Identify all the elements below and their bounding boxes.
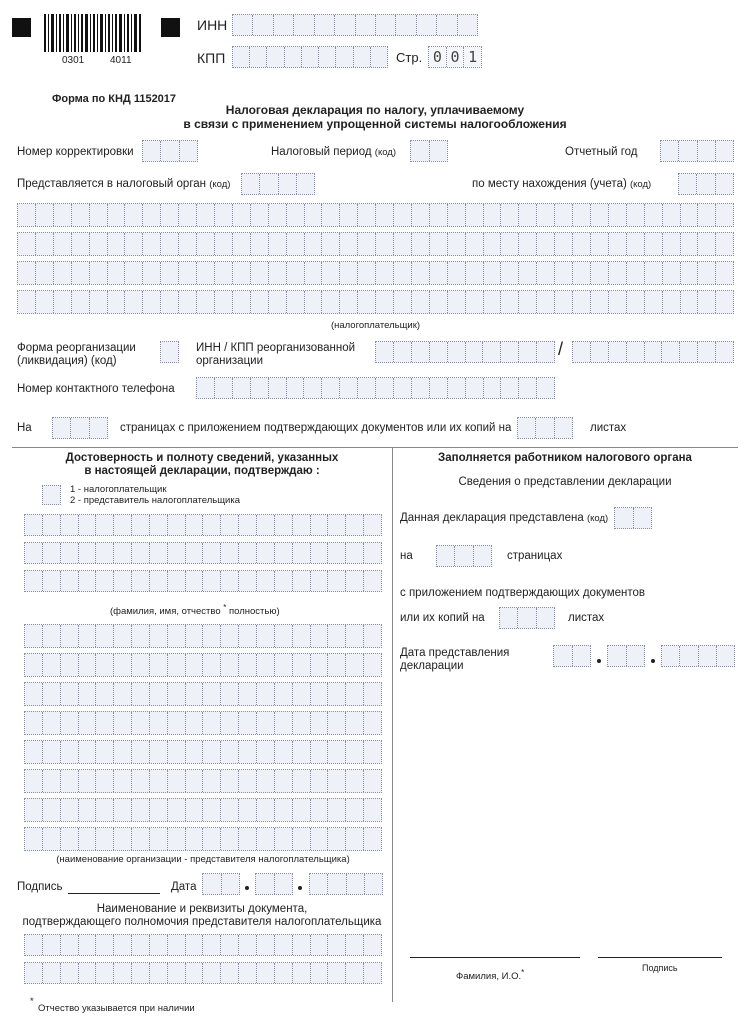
report-year-field[interactable] — [660, 140, 734, 162]
doc-row-2[interactable] — [24, 962, 382, 984]
correction-field[interactable] — [142, 140, 198, 162]
tax-authority-label — [17, 178, 230, 190]
tax-period-code: (код) — [374, 147, 396, 158]
org-row-4[interactable] — [24, 711, 382, 735]
doc-row-1[interactable] — [24, 934, 382, 956]
signature-line[interactable] — [68, 893, 160, 894]
fio-caption-tail: полностью) — [228, 606, 280, 618]
fio-row-1[interactable] — [24, 514, 382, 536]
fio-caption — [110, 603, 280, 617]
doc-title-1: Наименование и реквизиты документа, — [96, 903, 308, 915]
date-submitted-day[interactable] — [553, 645, 591, 667]
taxpayer-caption: (налогоплательщик) — [330, 320, 421, 331]
pages-text: страницах с приложением подтверждающих документов или их копий на — [120, 422, 512, 434]
reorg-inn-label-1: ИНН / КПП реорганизованной — [196, 342, 356, 354]
fio-line[interactable] — [410, 957, 580, 958]
date-submitted-label-2: декларации — [400, 660, 464, 672]
authority-signature-label: Подпись — [642, 963, 678, 973]
date-submitted-month[interactable] — [607, 645, 645, 667]
authority-title: Заполняется работником налогового органа — [438, 452, 692, 464]
org-caption: (наименование организации - представителя налогоплательщика) — [56, 854, 350, 865]
authority-subtitle: Сведения о представлении декларации — [458, 476, 672, 488]
signer-option-2: 2 - представитель налогоплательщика — [70, 495, 240, 506]
authority-pages-field[interactable] — [436, 545, 492, 567]
pages-count-field[interactable] — [52, 417, 108, 439]
org-row-1[interactable] — [24, 624, 382, 648]
tax-authority-code: (код) — [209, 179, 231, 190]
column-divider — [392, 447, 393, 1002]
tax-authority-field[interactable] — [241, 173, 315, 195]
taxpayer-row-3[interactable] — [17, 261, 734, 285]
submitted-code: (код) — [586, 513, 609, 524]
on-label: На — [17, 422, 32, 434]
sign-date-month[interactable] — [255, 873, 293, 895]
barcode-number-right: 4011 — [110, 55, 132, 66]
fio-label — [456, 968, 524, 982]
reorg-form-field[interactable] — [160, 341, 179, 363]
barcode — [44, 14, 144, 54]
reorg-inn-label-2: организации — [196, 355, 264, 367]
with-docs-label: с приложением подтверждающих документов — [400, 587, 646, 599]
location-label — [472, 178, 651, 190]
inn-field[interactable] — [232, 14, 478, 36]
location-code: (код) — [630, 179, 652, 190]
signature-label: Подпись — [17, 881, 63, 893]
fio-star: * — [521, 968, 525, 977]
pages-label: страницах — [507, 550, 563, 562]
taxpayer-row-1[interactable] — [17, 203, 734, 227]
tax-period-label — [271, 146, 396, 158]
fio-caption-text: (фамилия, имя, отчество — [110, 606, 221, 618]
signer-option-1: 1 - налогоплательщик — [70, 484, 167, 495]
sign-date-year[interactable] — [309, 873, 383, 895]
form-knd: Форма по КНД 1152017 — [52, 93, 177, 105]
taxpayer-row-2[interactable] — [17, 232, 734, 256]
tax-authority-text: Представляется в налоговый орган — [17, 178, 207, 190]
date-submitted-label-1: Дата представления — [400, 647, 510, 659]
fio-text: Фамилия, И.О. — [456, 971, 522, 983]
form-title-line1: Налоговая декларация по налогу, уплачиваемому — [225, 103, 525, 117]
date-submitted-year[interactable] — [661, 645, 735, 667]
alignment-marker-left — [12, 18, 31, 37]
tax-period-field[interactable] — [410, 140, 448, 162]
page-label: Стр. — [396, 50, 423, 65]
alignment-marker-right — [161, 18, 180, 37]
tax-period-text: Налоговый период — [271, 146, 372, 158]
page-number-field[interactable]: 0 0 1 — [428, 46, 482, 68]
date-label: Дата — [171, 881, 197, 893]
org-row-2[interactable] — [24, 653, 382, 677]
reorg-slash: / — [558, 339, 564, 359]
reorg-inn-field[interactable] — [375, 341, 555, 363]
footnote-star: * — [30, 996, 34, 1007]
sign-date-day[interactable] — [202, 873, 240, 895]
submitted-text: Данная декларация представлена — [400, 512, 584, 524]
barcode-number-left: 0301 — [62, 55, 85, 66]
org-row-7[interactable] — [24, 798, 382, 822]
taxpayer-row-4[interactable] — [17, 290, 734, 314]
sheets-label: листах — [590, 422, 627, 434]
location-text: по месту нахождения (учета) — [472, 178, 627, 190]
kpp-label: КПП — [197, 50, 226, 66]
on-pages-label: на — [400, 550, 413, 562]
doc-title-2: подтверждающего полномочия представителя налогоплательщика — [22, 916, 382, 928]
date-separator — [597, 659, 601, 663]
signer-type-field[interactable] — [42, 485, 61, 505]
sheets-count-field[interactable] — [517, 417, 573, 439]
org-row-8[interactable] — [24, 827, 382, 851]
org-row-3[interactable] — [24, 682, 382, 706]
footnote: Отчество указывается при наличии — [38, 1003, 195, 1014]
org-name-grid[interactable] — [24, 624, 382, 852]
fio-row-3[interactable] — [24, 570, 382, 592]
location-field[interactable] — [678, 173, 734, 195]
fio-row-2[interactable] — [24, 542, 382, 564]
date-separator — [298, 886, 302, 890]
kpp-field[interactable] — [232, 46, 388, 68]
reorg-form-label-2: (ликвидация) (код) — [17, 355, 117, 367]
date-separator — [651, 659, 655, 663]
phone-field[interactable] — [196, 377, 555, 399]
report-year-label: Отчетный год — [565, 146, 638, 158]
authority-sheets-field[interactable] — [499, 607, 555, 629]
section-divider — [12, 447, 738, 448]
submitted-label — [400, 512, 608, 524]
confirm-title-2: в настоящей декларации, подтверждаю : — [84, 465, 320, 477]
form-title-line2: в связи с применением упрощенной системы налогообложения — [183, 117, 567, 131]
phone-label: Номер контактного телефона — [17, 383, 175, 395]
confirm-title-1: Достоверность и полноту сведений, указанных — [65, 452, 339, 464]
inn-label: ИНН — [197, 17, 228, 33]
fio-caption-star: * — [223, 603, 227, 612]
date-separator — [245, 886, 249, 890]
org-row-6[interactable] — [24, 769, 382, 793]
reorg-kpp-field[interactable] — [572, 341, 734, 363]
org-row-5[interactable] — [24, 740, 382, 764]
copies-label: или их копий на — [400, 612, 485, 624]
reorg-form-label-1: Форма реорганизации — [17, 342, 136, 354]
signature-line-authority[interactable] — [598, 957, 722, 958]
correction-label: Номер корректировки — [17, 146, 134, 158]
submitted-code-field[interactable] — [614, 507, 652, 529]
authority-sheets-label: листах — [568, 612, 605, 624]
